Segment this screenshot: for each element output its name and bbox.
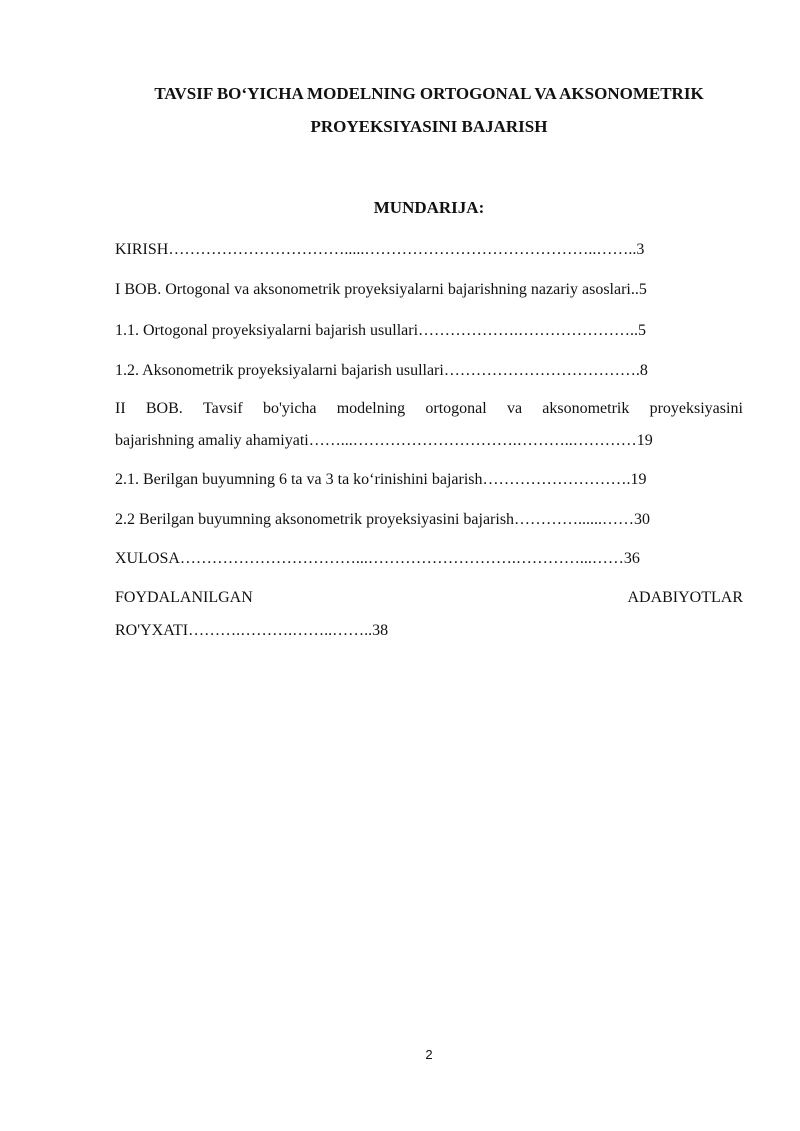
toc-word: ADABIYOTLAR <box>627 589 743 606</box>
toc-entry-bob-1: I BOB. Ortogonal va aksonometrik proyeksiyalarni bajarishning nazariy asoslari..5 <box>115 281 647 298</box>
toc-entry-section-1-2: 1.2. Aksonometrik proyeksiyalarni bajarish usullari……………………………….8 <box>115 362 648 379</box>
toc-word: BOB. <box>145 400 183 417</box>
toc-word: va <box>506 400 523 417</box>
toc-entry-section-2-1: 2.1. Berilgan buyumning 6 ta va 3 ta ko‘rinishini bajarish……………………….19 <box>115 471 647 488</box>
title-line-1: TAVSIF BO‘YICHA MODELNING ORTOGONAL VA AKSONOMETRIK <box>154 84 704 103</box>
document-title <box>100 77 758 143</box>
toc-word: modelning <box>336 400 406 417</box>
toc-word: bo'yicha <box>262 400 317 417</box>
toc-entry-section-1-1: 1.1. Ortogonal proyeksiyalarni bajarish usullari……………….…………………..5 <box>115 322 647 339</box>
title-line-2: PROYEKSIYASINI BAJARISH <box>310 117 548 136</box>
toc-entry-bob-2-line-1 <box>115 397 743 421</box>
toc-word: FOYDALANILGAN <box>115 589 253 606</box>
toc-word: proyeksiyasini <box>649 400 743 417</box>
toc-entry-kirish: KIRISH…………………………….....……………………………………..……..3 <box>115 241 645 258</box>
toc-heading: MUNDARIJA: <box>373 198 485 217</box>
toc-word: II <box>115 400 126 417</box>
toc-entry-adabiyotlar-line-1 <box>115 586 743 610</box>
page-number: 2 <box>425 1047 433 1062</box>
toc-entry-adabiyotlar-line-2: RO'YXATI……….……….……..……..38 <box>115 622 389 639</box>
toc-entry-bob-2-line-2: bajarishning amaliy ahamiyati……...………………………….………..…………19 <box>115 432 653 449</box>
toc-word: Tavsif <box>203 400 243 417</box>
toc-entry-xulosa: XULOSA……………………………...……………………….…………...……36 <box>115 550 640 567</box>
toc-entry-section-2-2: 2.2 Berilgan buyumning aksonometrik proyeksiyasini bajarish…………......……30 <box>115 511 651 528</box>
toc-word: aksonometrik <box>542 400 630 417</box>
toc-word: ortogonal <box>425 400 487 417</box>
